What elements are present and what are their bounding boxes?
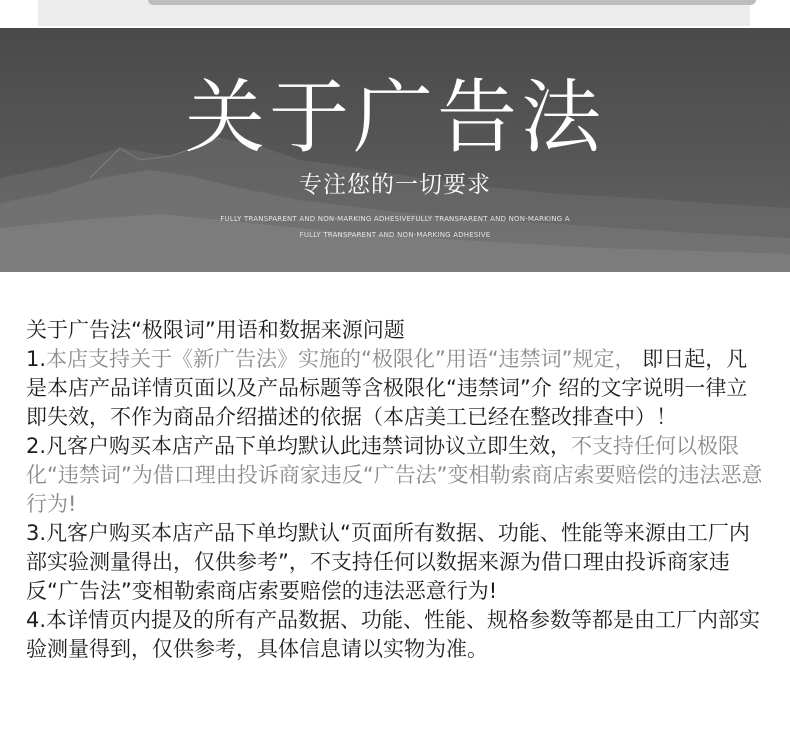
banner-title: 关于广告法 <box>185 71 605 164</box>
banner <box>0 28 790 272</box>
notice-item-2-text: 2.凡客户购买本店产品下单均默认此违禁词协议立即生效， <box>26 434 572 458</box>
notice-item-3: 3.凡客户购买本店产品下单均默认“页面所有数据、功能、性能等来源由工厂内部实验测量得出，仅供参考”，不支持任何以数据来源为借口理由投诉商家违反“广告法”变相勒索商店索要赔偿的违法恶意行为! <box>26 521 750 603</box>
notice-item-1-number: 1. <box>26 347 47 371</box>
notice-content <box>26 316 764 664</box>
notice-heading: 关于广告法“极限词”用语和数据来源问题 <box>26 318 405 342</box>
banner-subtitle: 专注您的一切要求 <box>299 172 491 198</box>
notice-item-1-text: 即日起，凡是本店产品详情页面以及产品标题等含极限化“违禁词”介 绍的文字说明一律立即失效，不作为商品介绍描述的依据（本店美工已经在整改排查中）！ <box>26 347 748 429</box>
top-strip <box>0 0 790 28</box>
notice-item-1-muted: 本店支持关于《新广告法》实施的“极限化”用语“违禁词”规定， <box>46 347 636 371</box>
previous-section-bar <box>148 0 756 5</box>
previous-section-card <box>38 0 750 26</box>
notice-item-4: 4.本详情页内提及的所有产品数据、功能、性能、规格参数等都是由工厂内部实验测量得到，仅供参考，具体信息请以实物为准。 <box>26 608 761 661</box>
banner-tagline-line-1: FULLY TRANSPARENT AND NON-MARKING ADHESIVEFULLY TRANSPARENT AND NON-MARKING A <box>220 215 570 223</box>
notice-item-2 <box>26 432 764 519</box>
notice-item-1 <box>26 345 764 432</box>
banner-tagline-line-2: FULLY TRANSPARENT AND NON-MARKING ADHESIVE <box>299 231 491 239</box>
notice-item-2-muted: 不支持任何以极限化“违禁词”为借口理由投诉商家违反“广告法”变相勒索商店索要赔偿的违法恶意行为! <box>26 434 763 516</box>
